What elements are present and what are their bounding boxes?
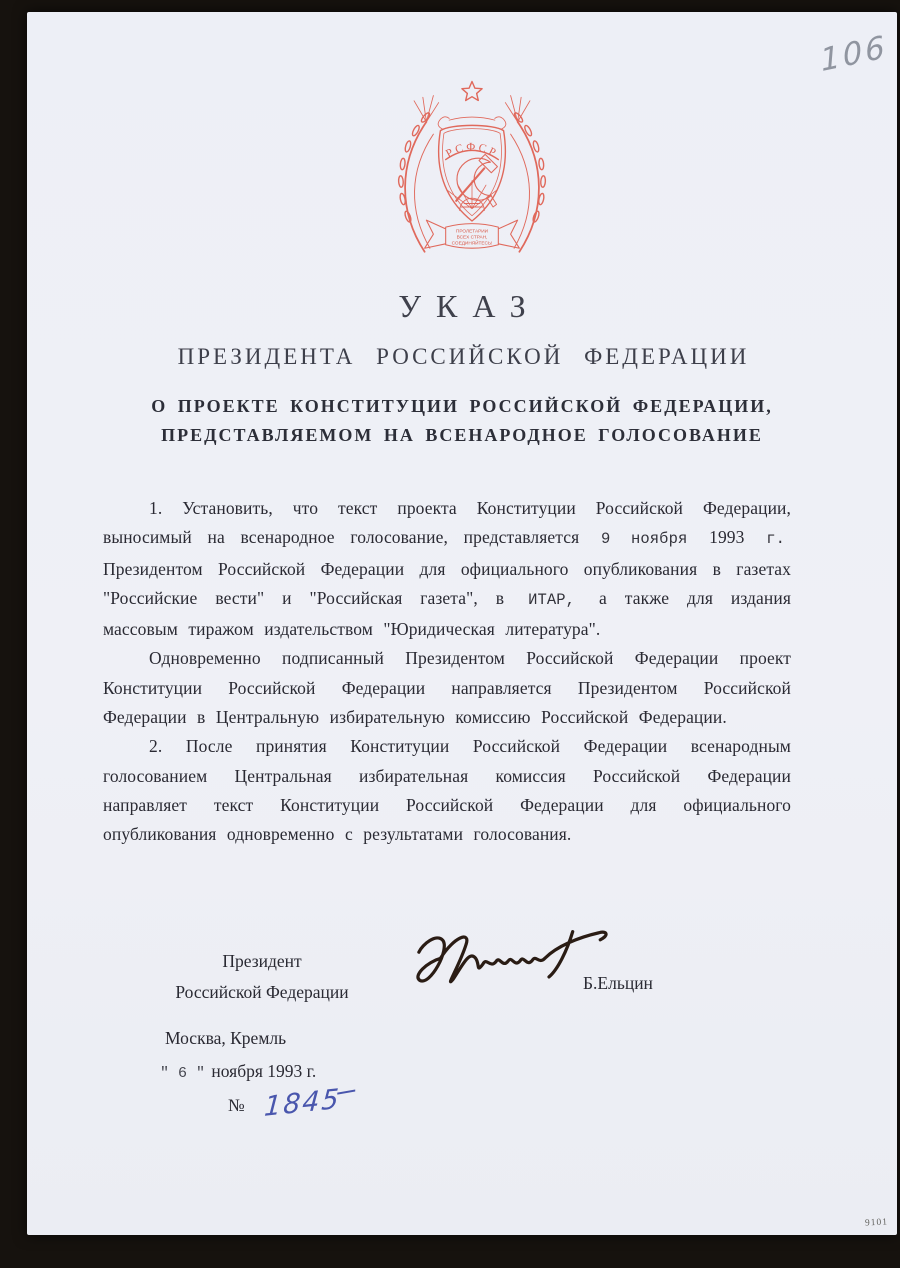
document-page [27,12,897,1235]
body-paragraph [103,644,791,732]
hammer-icon [456,168,484,200]
body-paragraph [103,732,791,849]
text-segment: Одновременно подписанный Президентом Российской Федерации проект Конституции Российской Федерации направляется Президентом Российской Федерации в Центральную избирательную комиссию Российской Федерации. [103,648,791,728]
text-segment: 2. После принятия Конституции Российской Федерации всенародным голосованием Центральная избирательная комиссия Российской Федерации направляет текст Конституции Российской Федерации для официального опубликования одновременно с результатами голосования. [103,736,791,845]
archive-mark: 9101 [864,1217,889,1229]
footer-place: Москва, Кремль [165,1028,287,1048]
signature-role [163,946,361,1008]
text-segment: ноября 1993 г. [207,1061,317,1081]
rsfsr-coat-of-arms [384,78,560,264]
decree-body [103,494,791,850]
text-segment: 1993 [693,527,761,548]
handwritten-registry-number: 1845 [263,1082,355,1123]
star-icon [462,82,482,101]
decree-subject [27,392,897,450]
signatory-name: Б.Ельцин [583,973,653,993]
pencil-folio-number: 106 [818,28,890,80]
svg-text:СОЕДИНЯЙТЕСЬ!: СОЕДИНЯЙТЕСЬ! [451,241,493,247]
decree-heading: УКАЗ [398,288,541,324]
signature-role-line2: Российской Федерации [175,982,349,1002]
footer-number-label: № [228,1095,245,1115]
text-segment: " 6 " [160,1065,206,1082]
decree-subject-line2: ПРЕДСТАВЛЯЕМОМ НА ВСЕНАРОДНОЕ ГОЛОСОВАНИЕ [161,425,763,445]
body-paragraph [103,494,791,644]
text-segment: 1. Установить, что текст проекта Конституции Российской Федерации, выносимый на всенародное голосование, представляется [103,498,791,548]
text-segment: ИТАР, [528,590,576,609]
wheat-wreath-left [398,96,438,252]
wheat-wreath-right [505,96,545,252]
text-segment: 9 ноября [600,530,688,549]
sun-rays [447,181,496,209]
signature-role-line1: Президент [222,951,302,971]
svg-text:ПРОЛЕТАРИИ: ПРОЛЕТАРИИ [455,229,489,235]
emblem-acronym: РСФСР [444,141,500,161]
text-segment: Президентом Российской Федерации для официального опубликования в газетах "Российские вести" и "Российская газета", в [103,558,791,608]
text-segment: а также для издания массовым тиражом издательством "Юридическая литература". [103,587,792,640]
decree-subject-line1: О ПРОЕКТЕ КОНСТИТУЦИИ РОССИЙСКОЙ ФЕДЕРАЦИИ, [151,396,773,416]
text-segment: г. [766,530,785,549]
footer-date [158,1061,316,1082]
decree-subheading: ПРЕЗИДЕНТА РОССИЙСКОЙ ФЕДЕРАЦИИ [177,344,750,369]
ribbon-motto [452,228,493,246]
svg-text:ВСЕХ СТРАН,: ВСЕХ СТРАН, [456,235,488,241]
